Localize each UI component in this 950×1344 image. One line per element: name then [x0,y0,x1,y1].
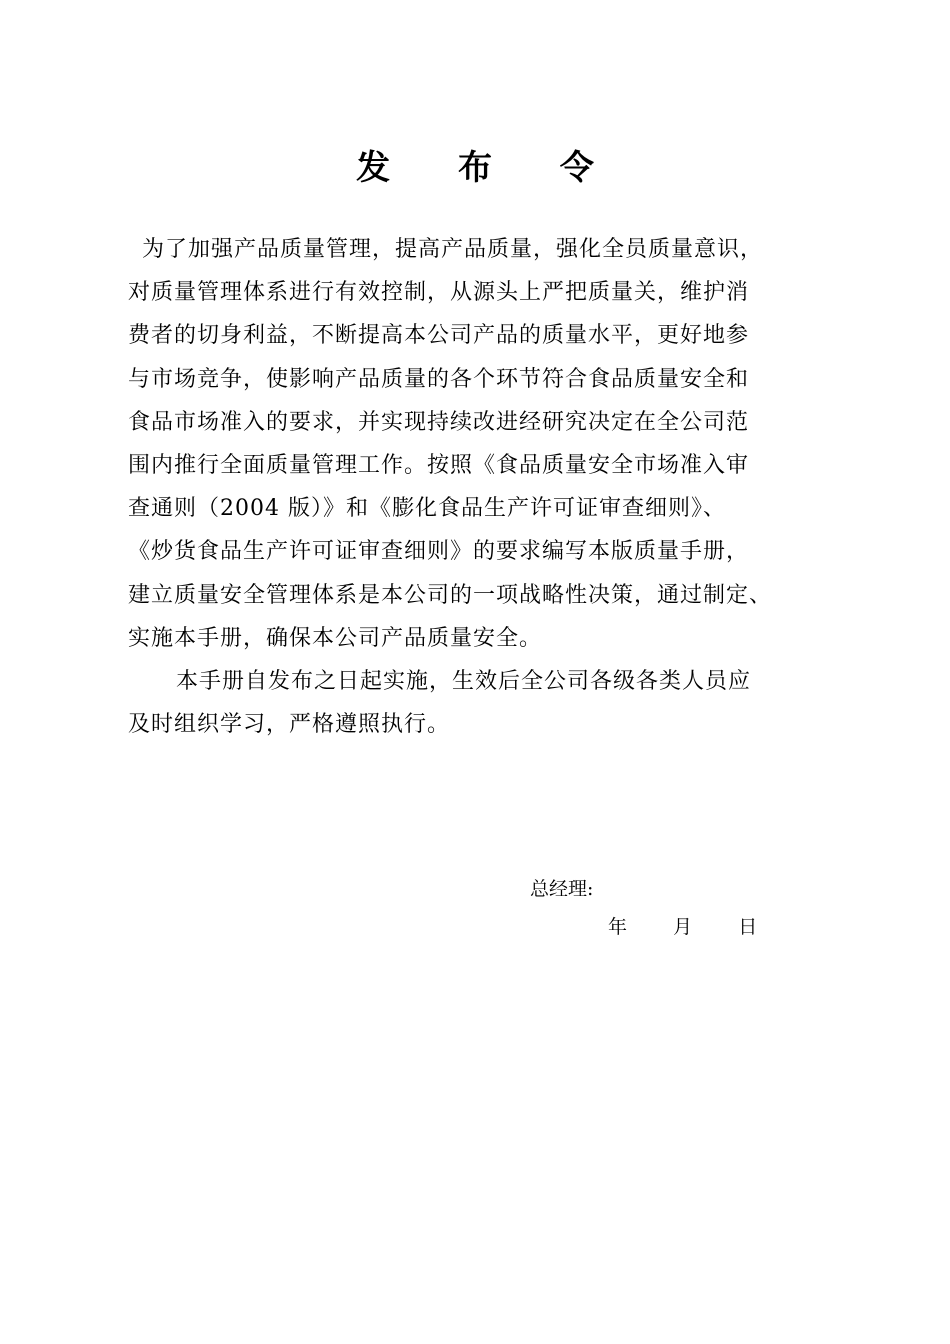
date-line [608,912,757,942]
paragraph1-line: 与市场竞争，使影响产品质量的各个环节符合食品质量安全和 [128,366,750,392]
signature-label: 总经理: [530,878,594,900]
paragraph1-line: 查通则（2004 版）》和《膨化食品生产许可证审查细则》、 [128,496,726,522]
date-month-label: 月 [673,916,693,938]
paragraph2-line: 本手册自发布之日起实施，生效后全公司各级各类人员应 [176,669,752,695]
paragraph1-line: 对质量管理体系进行有效控制，从源头上严把质量关，维护消 [128,280,750,306]
date-year-label: 年 [608,916,628,938]
paragraph1-line: 费者的切身利益，不断提高本公司产品的质量水平，更好地参 [128,323,750,349]
paragraph1-line: 食品市场准入的要求，并实现持续改进经研究决定在全公司范 [128,409,750,435]
document-title: 发 布 令 [356,148,622,188]
date-day-label: 日 [738,916,758,938]
paragraph1-line: 围内推行全面质量管理工作。按照《食品质量安全市场准入审 [128,453,750,479]
paragraph1-line: 实施本手册，确保本公司产品质量安全。 [128,625,543,651]
paragraph1-line: 《炒货食品生产许可证审查细则》的要求编写本版质量手册， [128,539,750,565]
document-body [128,228,840,746]
paragraph2-line: 及时组织学习，严格遵照执行。 [128,712,451,738]
paragraph1-line: 建立质量安全管理体系是本公司的一项战略性决策，通过制定、 [128,582,773,608]
paragraph1-line: 为了加强产品质量管理，提高产品质量，强化全员质量意识， [142,237,764,262]
